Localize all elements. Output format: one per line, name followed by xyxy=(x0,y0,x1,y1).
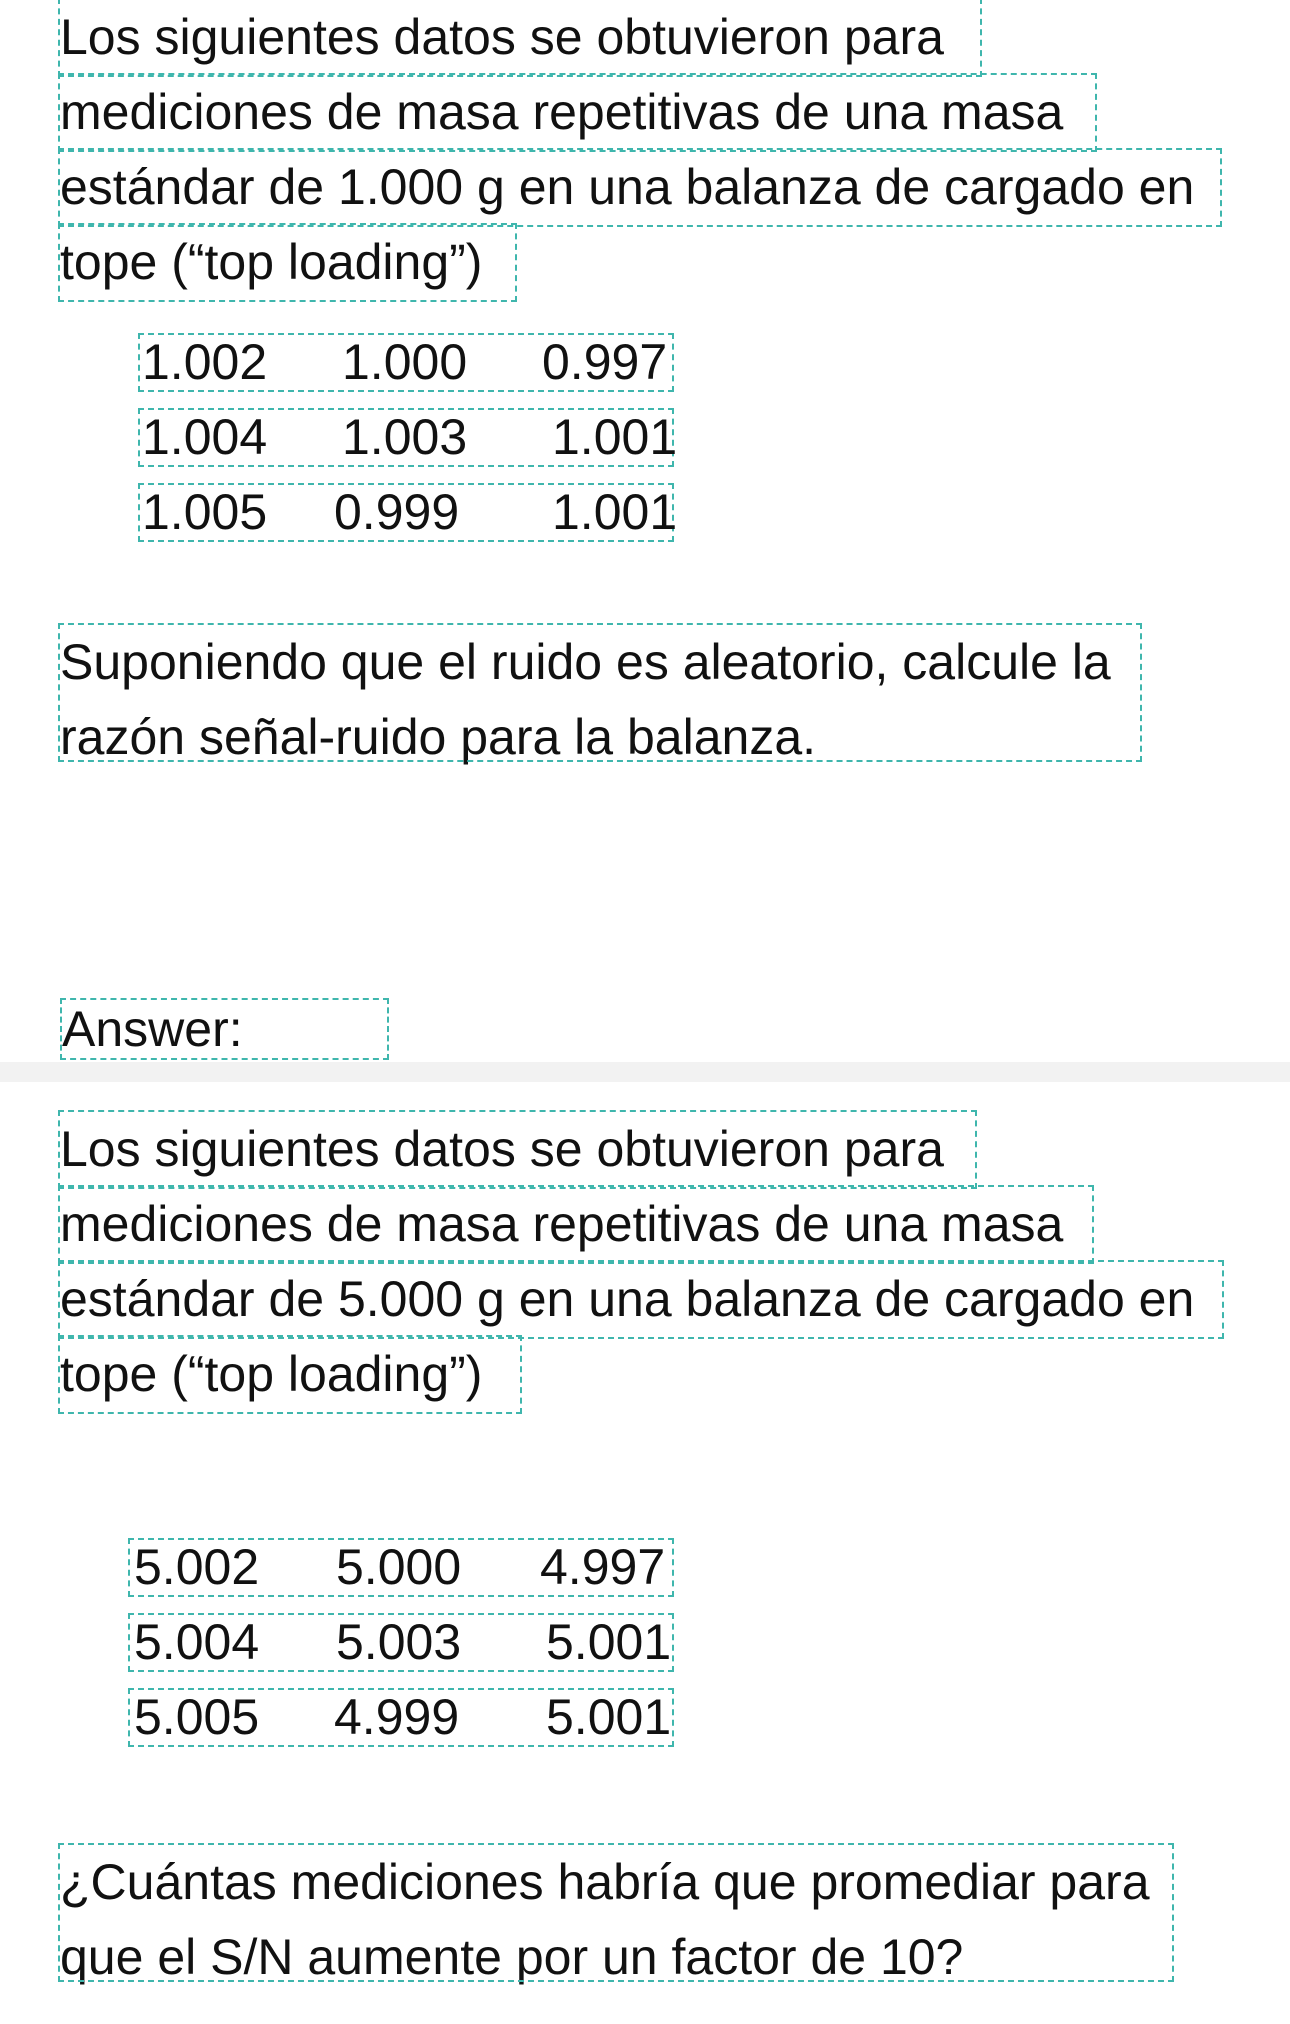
table-row xyxy=(140,484,678,540)
table-cell: 0.999 xyxy=(334,484,460,540)
table-cell: 1.001 xyxy=(552,409,678,465)
table-cell: 5.000 xyxy=(336,1539,462,1595)
table-row xyxy=(130,1690,672,1745)
problem-2-intro xyxy=(60,1112,1222,1412)
intro-line: estándar de 5.000 g en una balanza de cargado en xyxy=(60,1262,1222,1337)
question-line: que el S/N aumente por un factor de 10? xyxy=(60,1929,964,1985)
intro-line: tope (“top loading”) xyxy=(60,225,515,300)
intro-line: Los siguientes datos se obtuvieron para xyxy=(60,0,980,75)
intro-line: tope (“top loading”) xyxy=(60,1337,520,1412)
intro-line: estándar de 1.000 g en una balanza de cargado en xyxy=(60,150,1220,225)
table-cell: 4.997 xyxy=(540,1539,666,1595)
table-cell: 5.003 xyxy=(336,1614,462,1670)
answer-label: Answer: xyxy=(62,1000,387,1058)
table-cell: 4.999 xyxy=(334,1689,460,1745)
panel-separator xyxy=(0,1062,1290,1082)
intro-line: mediciones de masa repetitivas de una masa xyxy=(60,75,1095,150)
table-cell: 1.003 xyxy=(342,409,468,465)
table-row xyxy=(130,1615,672,1670)
question-line: Suponiendo que el ruido es aleatorio, calcule la xyxy=(60,634,1111,690)
table-cell: 1.004 xyxy=(142,409,268,465)
table-cell: 5.005 xyxy=(134,1689,260,1745)
problem-2-question xyxy=(60,1845,1172,1985)
problem-1-question xyxy=(60,625,1140,765)
table-cell: 1.005 xyxy=(142,484,268,540)
problem-2-panel xyxy=(0,1082,1290,2024)
table-row xyxy=(140,409,678,465)
problem-1-intro xyxy=(60,0,1220,300)
table-cell: 1.002 xyxy=(142,334,268,390)
table-row xyxy=(140,335,672,390)
intro-line: mediciones de masa repetitivas de una masa xyxy=(60,1187,1092,1262)
table-cell: 1.000 xyxy=(342,334,468,390)
table-cell: 5.001 xyxy=(546,1689,672,1745)
intro-line: Los siguientes datos se obtuvieron para xyxy=(60,1112,975,1187)
table-row xyxy=(130,1540,672,1595)
table-cell: 5.004 xyxy=(134,1614,260,1670)
table-cell: 1.001 xyxy=(552,484,678,540)
question-line: razón señal-ruido para la balanza. xyxy=(60,709,817,765)
table-cell: 0.997 xyxy=(542,334,668,390)
question-line: ¿Cuántas mediciones habría que promediar para xyxy=(60,1854,1150,1910)
table-cell: 5.001 xyxy=(546,1614,672,1670)
table-cell: 5.002 xyxy=(134,1539,260,1595)
